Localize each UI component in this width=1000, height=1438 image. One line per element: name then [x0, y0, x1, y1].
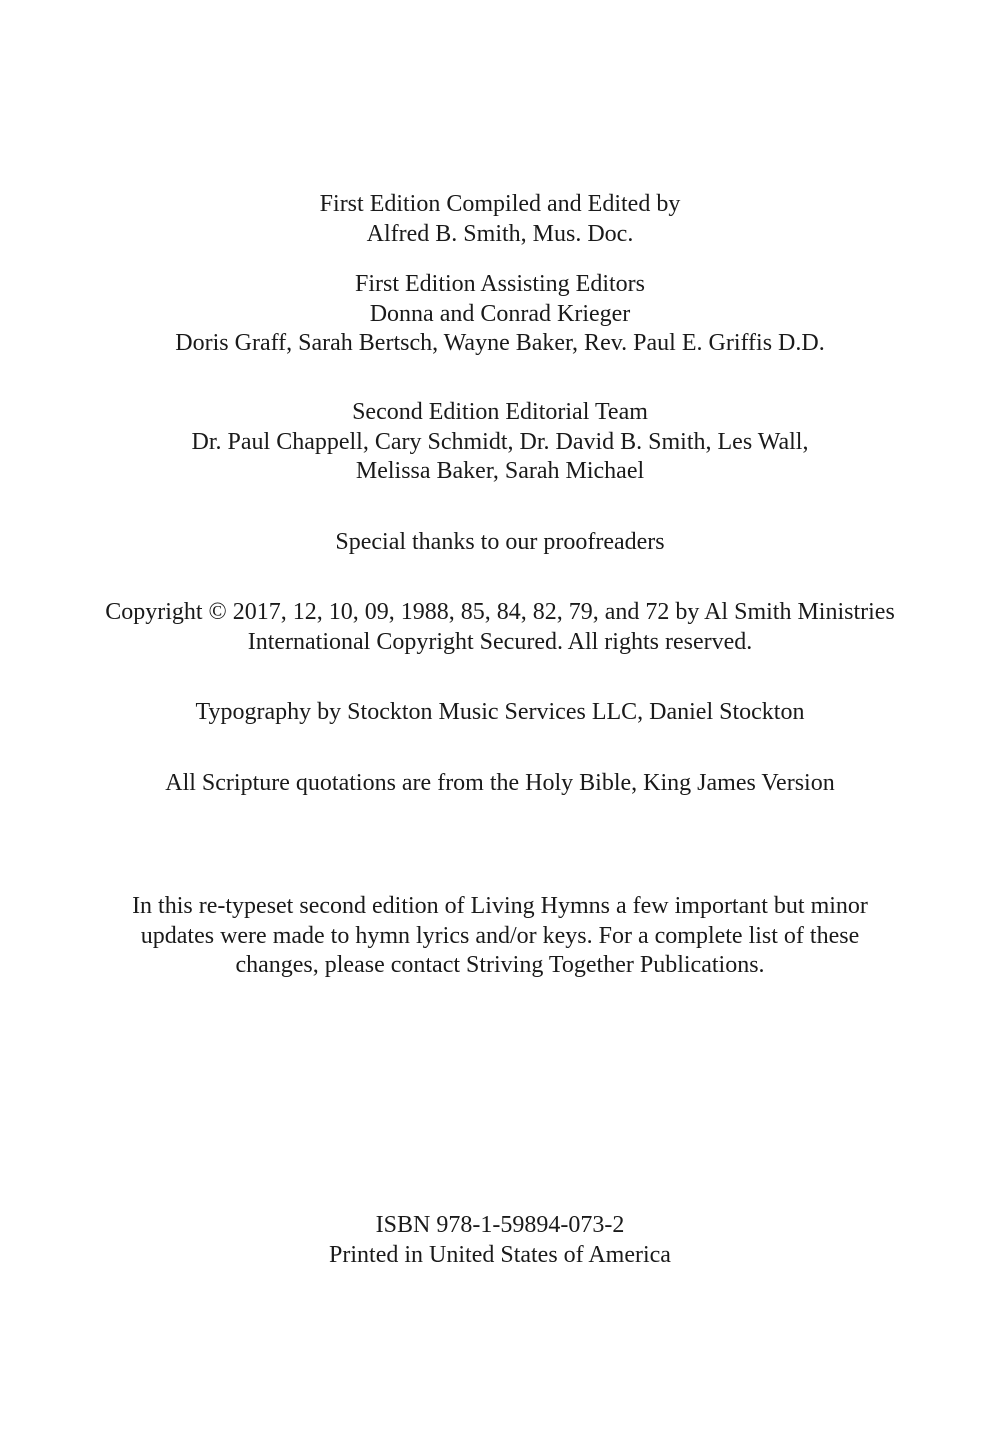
edition-note-line-3: changes, please contact Striving Together Publications.	[235, 952, 765, 978]
thanks-text: Special thanks to our proofreaders	[335, 529, 665, 555]
scripture-text: All Scripture quotations are from the Holy Bible, King James Version	[165, 770, 835, 796]
copyright-line-1: Copyright © 2017, 12, 10, 09, 1988, 85, 84, 82, 79, and 72 by Al Smith Ministries	[105, 599, 895, 625]
edition-note-line-2: updates were made to hymn lyrics and/or keys. For a complete list of these	[140, 922, 860, 949]
second-edition-heading: Second Edition Editorial Team	[352, 399, 648, 425]
assisting-editors-credits	[0, 270, 1000, 359]
edition-note	[0, 892, 1000, 981]
second-edition-names-1: Dr. Paul Chappell, Cary Schmidt, Dr. David B. Smith, Les Wall,	[191, 428, 809, 455]
copyright-notice	[0, 598, 1000, 657]
assisting-editors-heading: First Edition Assisting Editors	[354, 271, 646, 297]
scripture-notice	[0, 769, 1000, 799]
first-edition-heading: First Edition Compiled and Edited by	[319, 191, 681, 217]
second-edition-names-2: Melissa Baker, Sarah Michael	[355, 458, 645, 484]
first-edition-credits	[0, 190, 1000, 249]
printed-location: Printed in United States of America	[329, 1241, 671, 1268]
proofreaders-thanks	[0, 528, 1000, 558]
edition-note-line-1: In this re-typeset second edition of Living Hymns a few important but minor	[132, 893, 868, 919]
isbn: ISBN 978-1-59894-073-2	[375, 1212, 625, 1238]
copyright-line-2: International Copyright Secured. All rights reserved.	[247, 628, 753, 655]
second-edition-credits	[0, 398, 1000, 487]
publication-info	[0, 1211, 1000, 1270]
typography-credit	[0, 698, 1000, 728]
assisting-editors-names-2: Doris Graff, Sarah Bertsch, Wayne Baker, Rev. Paul E. Griffis D.D.	[175, 330, 825, 356]
first-edition-editor: Alfred B. Smith, Mus. Doc.	[366, 220, 634, 247]
typography-text: Typography by Stockton Music Services LLC, Daniel Stockton	[195, 699, 805, 725]
assisting-editors-names-1: Donna and Conrad Krieger	[369, 300, 631, 327]
